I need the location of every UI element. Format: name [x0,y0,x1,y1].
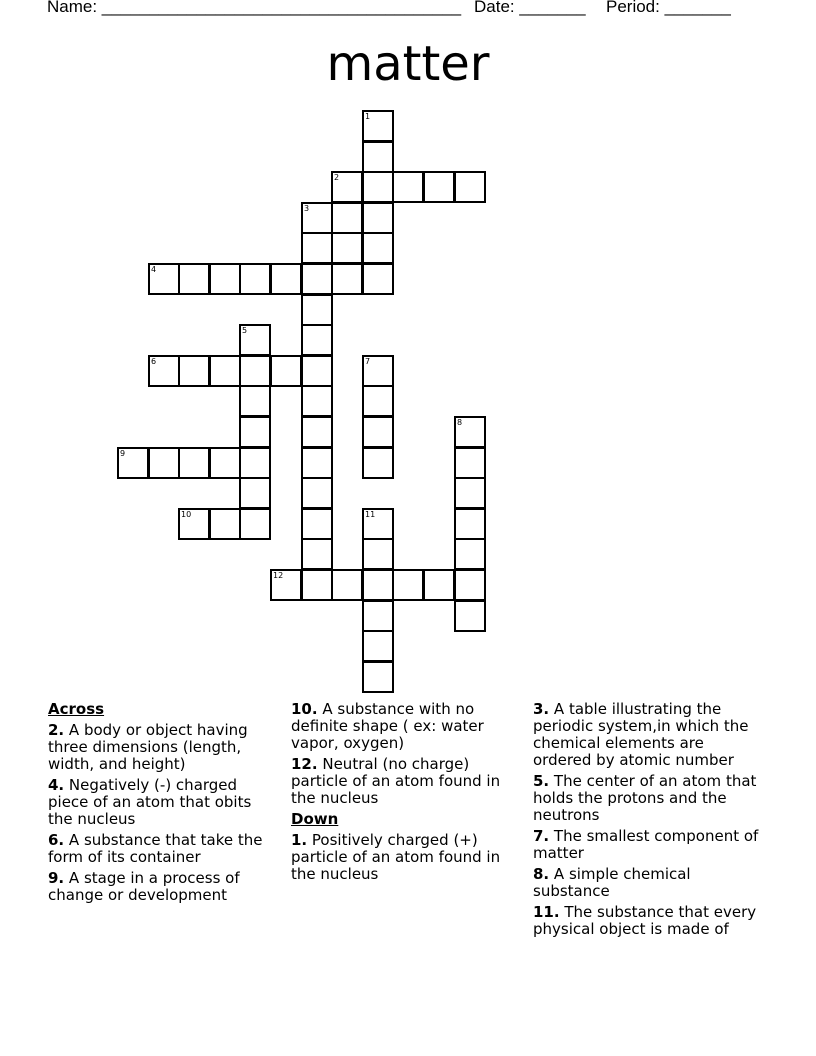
down-clue [533,773,763,824]
crossword-cell[interactable] [209,508,241,540]
across-clue [48,832,278,866]
clue-number: 6. [48,831,65,849]
across-clue [48,870,278,904]
crossword-cell[interactable] [362,447,394,479]
clue-number: 4. [48,776,65,794]
down-clue [533,904,763,938]
clue-text: Positively charged (+) particle of an atom found in the nucleus [291,831,501,883]
clue-number: 10. [291,700,318,718]
crossword-cell[interactable] [362,630,394,662]
cell-number: 11 [365,510,376,519]
cell-number: 4 [151,265,157,274]
crossword-cell[interactable] [454,538,486,570]
crossword-cell[interactable] [270,355,302,387]
crossword-cell[interactable] [209,263,241,295]
crossword-cell[interactable] [362,232,394,264]
clue-number: 9. [48,869,65,887]
cell-number: 10 [181,510,192,519]
crossword-cell[interactable] [362,508,394,540]
crossword-cell[interactable] [301,202,333,234]
clue-text: The center of an atom that holds the protons and the neutrons [533,772,757,824]
cell-number: 7 [365,357,371,366]
down-clue [291,832,521,883]
crossword-cell[interactable] [392,569,424,601]
crossword-cell[interactable] [454,600,486,632]
crossword-cell[interactable] [239,355,271,387]
crossword-cell[interactable] [239,416,271,448]
crossword-cell[interactable] [239,385,271,417]
crossword-cell[interactable] [331,202,363,234]
crossword-cell[interactable] [362,110,394,142]
clue-text: A stage in a process of change or development [48,869,240,904]
crossword-cell[interactable] [178,355,210,387]
crossword-cell[interactable] [178,508,210,540]
crossword-cell[interactable] [178,447,210,479]
period-field-label: Period: _______ [606,0,731,16]
crossword-cell[interactable] [362,141,394,173]
clue-column-3 [533,701,763,942]
clue-number: 7. [533,827,550,845]
crossword-cell[interactable] [301,508,333,540]
crossword-cell[interactable] [362,263,394,295]
clue-text: Neutral (no charge) particle of an atom found in the nucleus [291,755,501,807]
across-clue [291,756,521,807]
clue-text: A table illustrating the periodic system,in which the chemical elements are ordered by atomic number [533,700,749,769]
crossword-cell[interactable] [209,355,241,387]
crossword-cell[interactable] [331,263,363,295]
across-heading: Across [48,700,105,718]
crossword-cell[interactable] [301,477,333,509]
puzzle-title: matter [326,36,490,92]
crossword-cell[interactable] [454,477,486,509]
crossword-cell[interactable] [301,324,333,356]
cell-number: 2 [334,173,340,182]
crossword-cell[interactable] [423,569,455,601]
clue-text: A body or object having three dimensions (length, width, and height) [48,721,248,773]
cell-number: 8 [457,418,463,427]
crossword-cell[interactable] [362,171,394,203]
crossword-cell[interactable] [209,447,241,479]
clue-text: The substance that every physical object is made of [533,903,757,938]
cell-number: 3 [304,204,310,213]
crossword-cell[interactable] [239,324,271,356]
clue-column-1 [48,701,278,908]
cell-number: 9 [120,449,126,458]
crossword-cell[interactable] [239,263,271,295]
crossword-cell[interactable] [239,477,271,509]
down-clue [533,866,763,900]
crossword-cell[interactable] [301,385,333,417]
clue-number: 11. [533,903,560,921]
down-clue [533,701,763,769]
crossword-cell[interactable] [331,232,363,264]
crossword-cell[interactable] [270,263,302,295]
down-heading: Down [291,810,339,828]
crossword-cell[interactable] [331,569,363,601]
clue-column-2 [291,701,521,887]
clue-text: Negatively (-) charged piece of an atom that obits the nucleus [48,776,252,828]
crossword-cell[interactable] [362,661,394,693]
clue-text: A simple chemical substance [533,865,691,900]
crossword-cell[interactable] [362,538,394,570]
crossword-cell[interactable] [454,416,486,448]
crossword-cell[interactable] [301,569,333,601]
crossword-cell[interactable] [362,355,394,387]
crossword-cell[interactable] [301,447,333,479]
crossword-cell[interactable] [178,263,210,295]
cell-number: 5 [242,326,248,335]
across-clue [291,701,521,752]
clue-text: A substance with no definite shape ( ex: water vapor, oxygen) [291,700,484,752]
crossword-cell[interactable] [148,263,180,295]
crossword-cell[interactable] [454,508,486,540]
crossword-cell[interactable] [301,294,333,326]
date-field-label: Date: _______ [474,0,586,16]
across-clue [48,777,278,828]
crossword-cell[interactable] [148,355,180,387]
clue-text: The smallest component of matter [533,827,759,862]
crossword-cell[interactable] [454,569,486,601]
across-clue [48,722,278,773]
clue-number: 5. [533,772,550,790]
crossword-cell[interactable] [331,171,363,203]
crossword-cell[interactable] [239,447,271,479]
clue-number: 2. [48,721,65,739]
cell-number: 6 [151,357,157,366]
crossword-cell[interactable] [117,447,149,479]
crossword-cell[interactable] [301,538,333,570]
crossword-cell[interactable] [454,447,486,479]
crossword-cell[interactable] [392,171,424,203]
crossword-cell[interactable] [362,202,394,234]
crossword-cell[interactable] [423,171,455,203]
crossword-cell[interactable] [454,171,486,203]
clue-text: A substance that take the form of its container [48,831,263,866]
crossword-cell[interactable] [362,600,394,632]
crossword-cell[interactable] [301,416,333,448]
down-clue [533,828,763,862]
crossword-cell[interactable] [270,569,302,601]
crossword-cell[interactable] [239,508,271,540]
cell-number: 12 [273,571,284,580]
cell-number: 1 [365,112,371,121]
crossword-cell[interactable] [148,447,180,479]
crossword-cell[interactable] [301,355,333,387]
name-field-label: Name: ______________________________________ [47,0,462,16]
crossword-cell[interactable] [362,385,394,417]
crossword-cell[interactable] [362,569,394,601]
clue-number: 12. [291,755,318,773]
crossword-cell[interactable] [301,232,333,264]
clue-number: 8. [533,865,550,883]
clue-number: 1. [291,831,308,849]
crossword-cell[interactable] [301,263,333,295]
clue-number: 3. [533,700,550,718]
crossword-cell[interactable] [362,416,394,448]
